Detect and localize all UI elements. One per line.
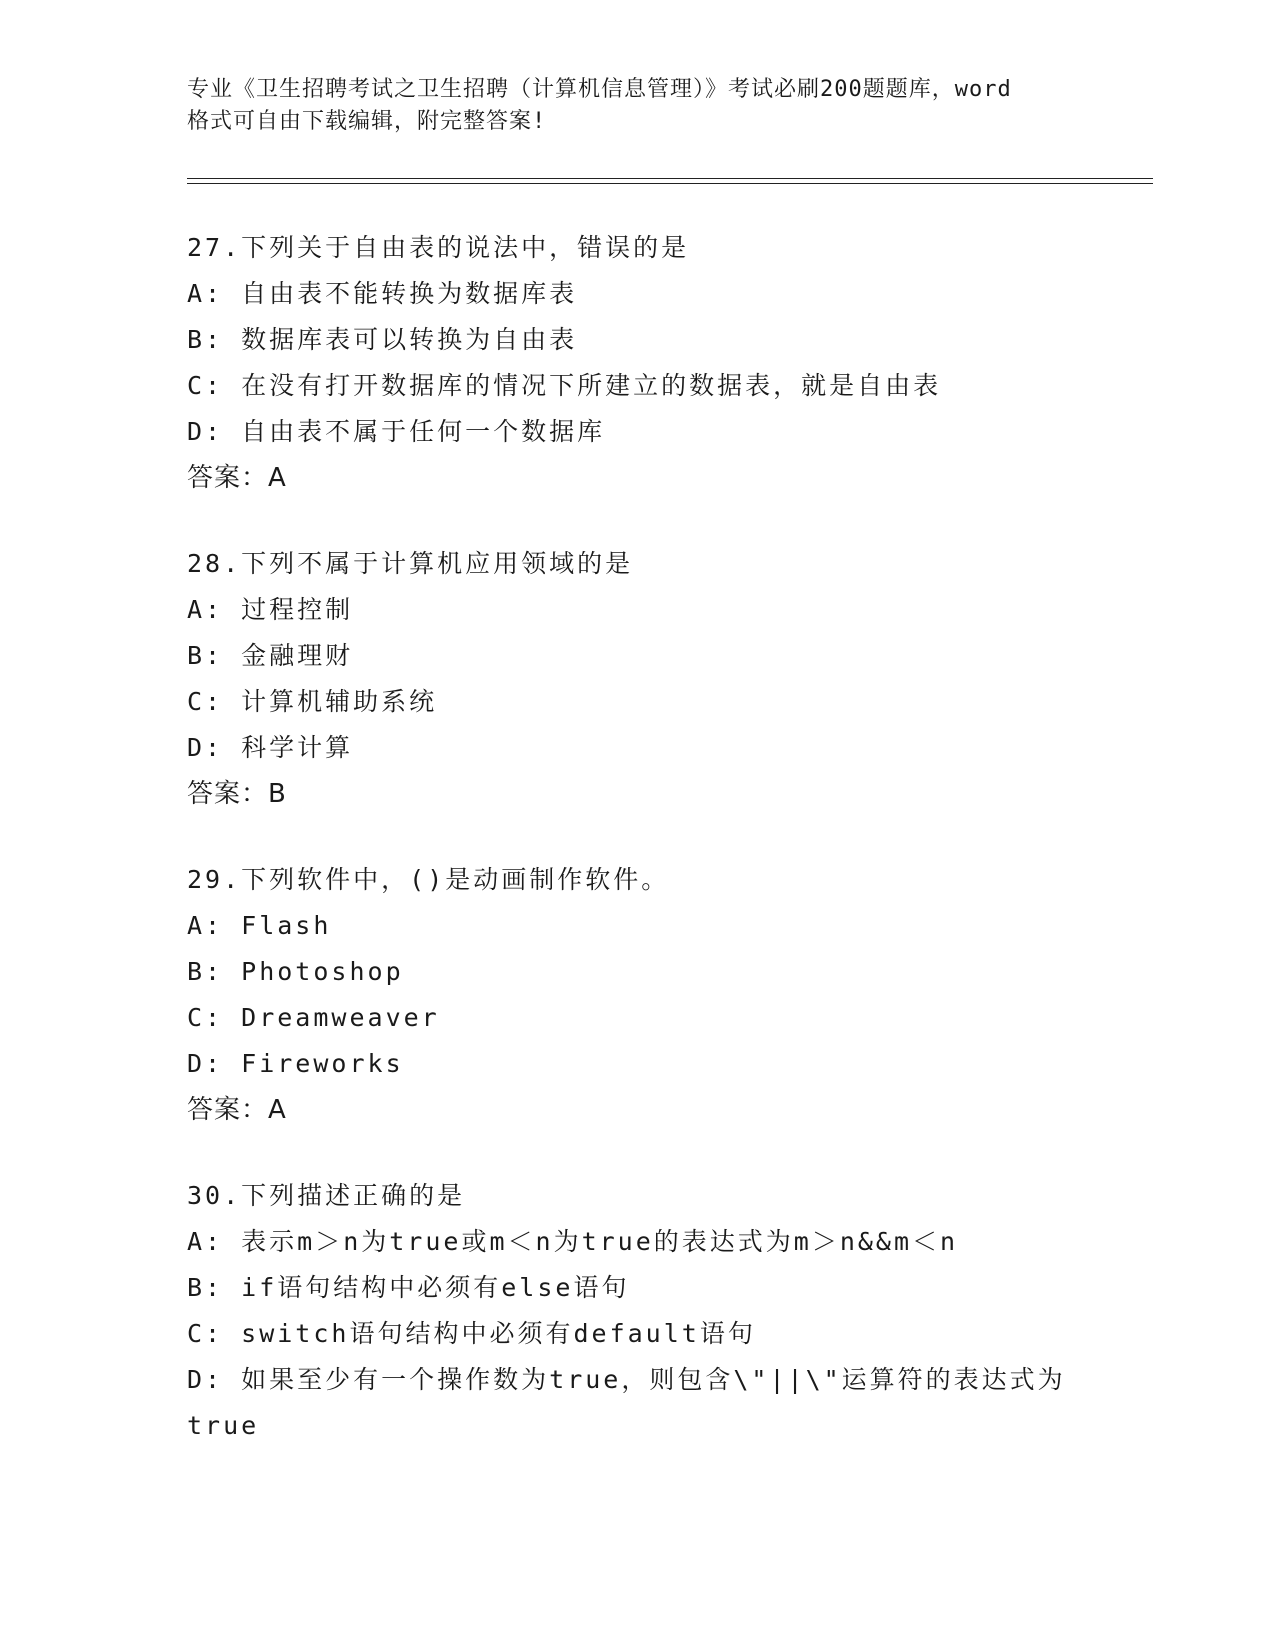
option-a: A: Flash bbox=[187, 911, 332, 940]
answer-line: 答案：B bbox=[187, 779, 287, 809]
document-header bbox=[187, 74, 1087, 138]
header-divider-top bbox=[187, 178, 1153, 179]
question-stem: 30.下列描述正确的是 bbox=[187, 1181, 466, 1210]
option-d: D: Fireworks bbox=[187, 1049, 404, 1078]
answer-line: 答案：A bbox=[187, 463, 287, 493]
option-c: C: Dreamweaver bbox=[187, 1003, 440, 1032]
option-b: B: 数据库表可以转换为自由表 bbox=[187, 325, 578, 354]
option-c: C: switch语句结构中必须有default语句 bbox=[187, 1319, 756, 1348]
option-b: B: 金融理财 bbox=[187, 641, 354, 670]
option-b: B: if语句结构中必须有else语句 bbox=[187, 1273, 630, 1302]
question-stem: 27.下列关于自由表的说法中，错误的是 bbox=[187, 233, 690, 262]
option-c: C: 计算机辅助系统 bbox=[187, 687, 438, 716]
option-d: D: 如果至少有一个操作数为true，则包含\"||\"运算符的表达式为 bbox=[187, 1365, 1066, 1394]
question-28 bbox=[187, 541, 1087, 817]
question-29 bbox=[187, 857, 1087, 1133]
header-line-2: 格式可自由下载编辑，附完整答案! bbox=[187, 109, 547, 134]
option-d: D: 自由表不属于任何一个数据库 bbox=[187, 417, 606, 446]
option-a: A: 表示m＞n为true或m＜n为true的表达式为m＞n&&m＜n bbox=[187, 1227, 959, 1256]
question-27 bbox=[187, 225, 1087, 501]
question-stem: 28.下列不属于计算机应用领域的是 bbox=[187, 549, 634, 578]
option-c: C: 在没有打开数据库的情况下所建立的数据表，就是自由表 bbox=[187, 371, 942, 400]
option-a: A: 自由表不能转换为数据库表 bbox=[187, 279, 578, 308]
option-a: A: 过程控制 bbox=[187, 595, 354, 624]
answer-line: 答案：A bbox=[187, 1095, 287, 1125]
option-b: B: Photoshop bbox=[187, 957, 404, 986]
question-30 bbox=[187, 1173, 1087, 1449]
option-d-continuation: true bbox=[187, 1411, 260, 1440]
question-stem: 29.下列软件中，()是动画制作软件。 bbox=[187, 865, 670, 894]
option-d: D: 科学计算 bbox=[187, 733, 354, 762]
header-line-1: 专业《卫生招聘考试之卫生招聘（计算机信息管理）》考试必刷200题题库，word bbox=[187, 77, 1012, 102]
header-divider-bottom bbox=[187, 183, 1153, 184]
